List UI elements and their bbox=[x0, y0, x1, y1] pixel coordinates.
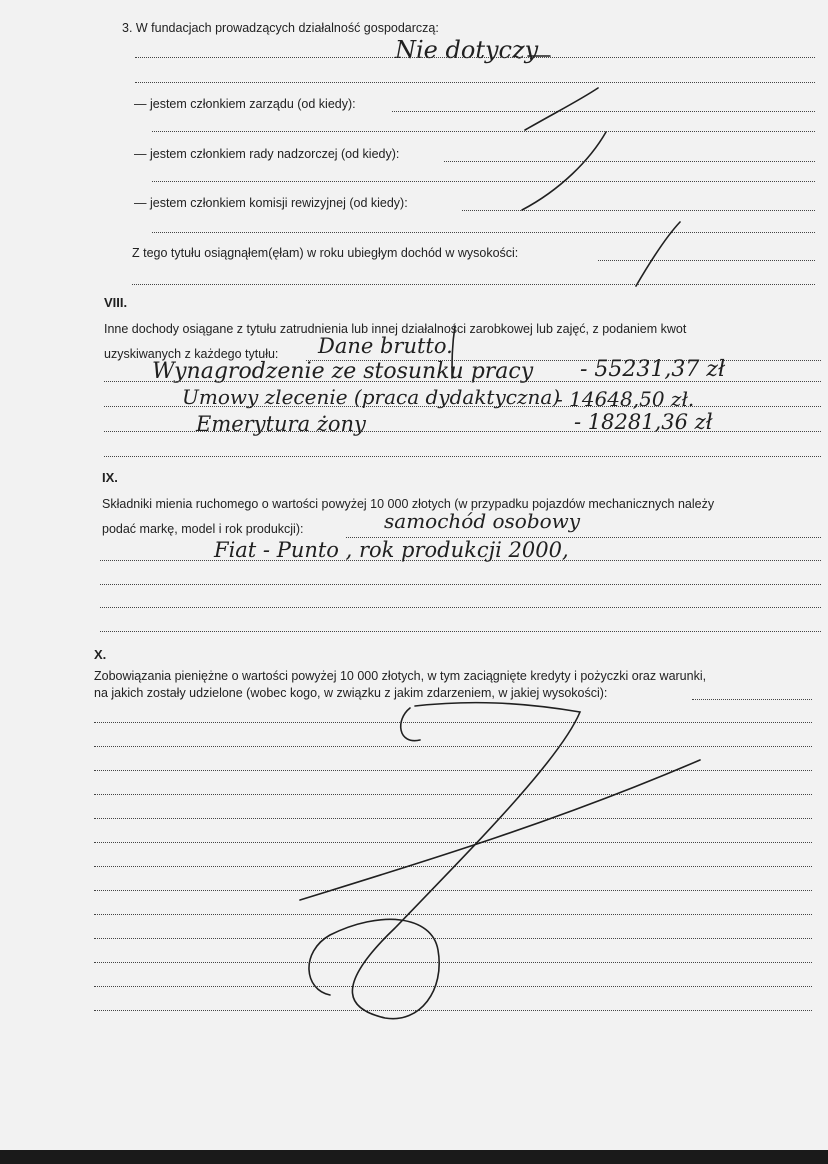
fill-line bbox=[94, 866, 812, 867]
fill-line bbox=[94, 770, 812, 771]
section9-text-line2: podać markę, model i rok produkcji): bbox=[102, 522, 304, 536]
fill-line bbox=[152, 131, 815, 132]
income-entry-amount: - 14648,50 zł. bbox=[556, 387, 695, 411]
section10-text-line2: na jakich zostały udzielone (wobec kogo, w związku z jakim zdarzeniem, w jakiej wysokości): bbox=[94, 686, 608, 700]
strike-stroke bbox=[522, 132, 606, 210]
section10-numeral: X. bbox=[94, 647, 107, 662]
vehicle-model-handwritten: Fiat - Punto , rok produkcji 2000, bbox=[214, 538, 569, 562]
strike-stroke bbox=[401, 708, 420, 741]
fill-line bbox=[104, 456, 821, 457]
section3-heading: 3. W fundacjach prowadzących działalność gospodarczą: bbox=[122, 21, 439, 35]
z-strike-stroke bbox=[309, 703, 580, 1019]
fill-line bbox=[692, 699, 812, 700]
strike-stroke bbox=[300, 760, 700, 900]
fill-line bbox=[94, 938, 812, 939]
fill-line bbox=[94, 986, 812, 987]
audit-member-label: — jestem członkiem komisji rewizyjnej (od kiedy): bbox=[134, 196, 408, 210]
section8-numeral: VIII. bbox=[104, 295, 128, 310]
fill-line bbox=[444, 161, 815, 162]
income-entry-amount: - 55231,37 zł bbox=[580, 357, 726, 382]
fill-line bbox=[100, 607, 821, 608]
scan-bottom-edge bbox=[0, 1150, 828, 1164]
section9-text-line1: Składniki mienia ruchomego o wartości powyżej 10 000 złotych (w przypadku pojazdów mechanicznych należy bbox=[102, 497, 715, 511]
income-entry-label: Wynagrodzenie ze stosunku pracy bbox=[152, 359, 534, 384]
income-entry-amount: - 18281,36 zł bbox=[574, 410, 713, 434]
fill-line bbox=[132, 284, 815, 285]
income-entry-label: Emerytura żony bbox=[196, 412, 366, 436]
strike-stroke bbox=[525, 88, 598, 130]
section8-text-line2: uzyskiwanych z każdego tytułu: bbox=[104, 347, 279, 361]
fill-line bbox=[100, 584, 821, 585]
vehicle-type-handwritten: samochód osobowy bbox=[384, 509, 581, 533]
fill-line bbox=[94, 794, 812, 795]
fill-line bbox=[462, 210, 815, 211]
section8-text-line1: Inne dochody osiągane z tytułu zatrudnienia lub innej działalności zarobkowej lub zajęć, z podaniem kwot bbox=[104, 322, 687, 336]
income-label: Z tego tytułu osiągnąłem(ęłam) w roku ubiegłym dochód w wysokości: bbox=[132, 246, 519, 260]
fill-line bbox=[94, 746, 812, 747]
fill-line bbox=[94, 842, 812, 843]
fill-line bbox=[104, 431, 821, 432]
fill-line bbox=[152, 232, 815, 233]
section9-numeral: IX. bbox=[102, 470, 118, 485]
board-member-label: — jestem członkiem zarządu (od kiedy): bbox=[134, 97, 356, 111]
fill-line bbox=[100, 560, 821, 561]
fill-line bbox=[100, 631, 821, 632]
fill-line bbox=[104, 406, 821, 407]
fill-line bbox=[152, 181, 815, 182]
fill-line bbox=[94, 890, 812, 891]
fill-line bbox=[94, 914, 812, 915]
supervisory-member-label: — jestem członkiem rady nadzorczej (od kiedy): bbox=[134, 147, 400, 161]
fill-line bbox=[94, 722, 812, 723]
fill-line bbox=[94, 962, 812, 963]
fill-line bbox=[135, 57, 815, 58]
fill-line bbox=[94, 818, 812, 819]
section8-answer-header: Dane brutto. bbox=[318, 334, 453, 358]
fill-line bbox=[598, 260, 815, 261]
fill-line bbox=[392, 111, 815, 112]
fill-line bbox=[94, 1010, 812, 1011]
income-entry-label: Umowy zlecenie (praca dydaktyczna) bbox=[182, 385, 561, 409]
fill-line bbox=[104, 381, 821, 382]
section10-text-line1: Zobowiązania pieniężne o wartości powyżej 10 000 złotych, w tym zaciągnięte kredyty i pożyczki oraz warunki, bbox=[94, 669, 707, 683]
section3-handwritten-answer: Nie dotyczy bbox=[395, 36, 539, 64]
fill-line bbox=[135, 82, 815, 83]
